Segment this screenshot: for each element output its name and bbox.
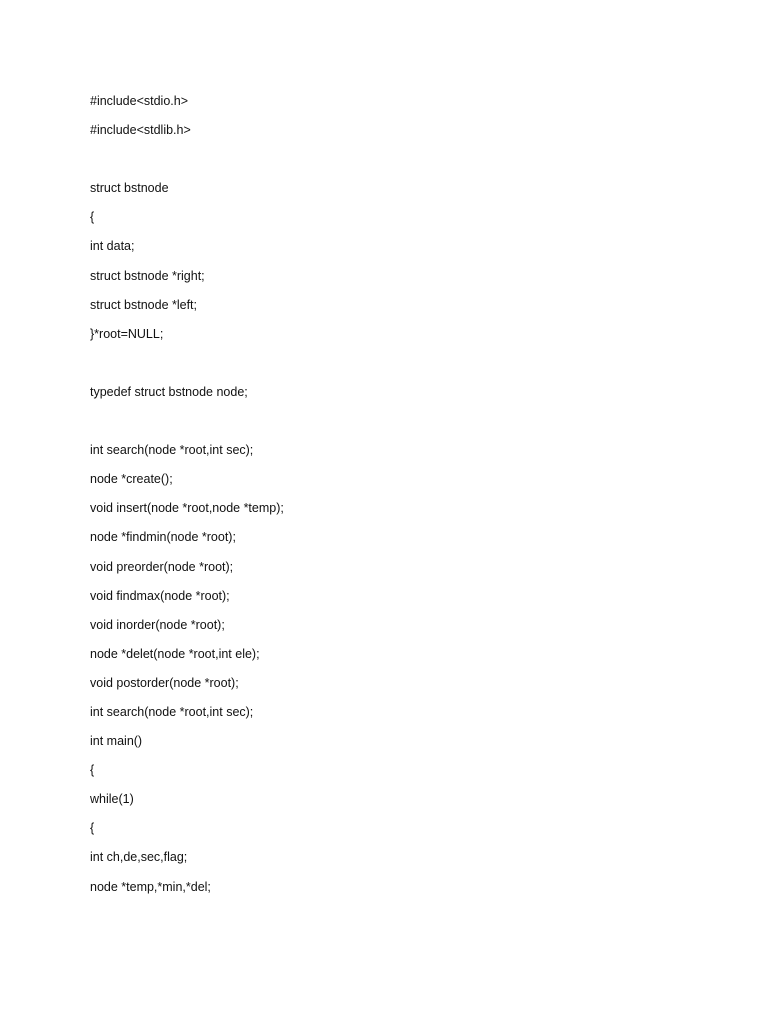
code-line: node *temp,*min,*del; bbox=[90, 879, 211, 894]
code-line: { bbox=[90, 210, 95, 225]
code-line: void postorder(node *root); bbox=[90, 675, 239, 690]
code-line: struct bstnode *right; bbox=[90, 268, 205, 283]
code-line: struct bstnode bbox=[90, 181, 169, 196]
code-line: struct bstnode *left; bbox=[90, 297, 198, 312]
blank-line bbox=[90, 148, 284, 177]
code-line: node *create(); bbox=[90, 472, 173, 487]
blank-line bbox=[90, 352, 284, 381]
code-line: int ch,de,sec,flag; bbox=[90, 850, 188, 865]
code-line: node *findmin(node *root); bbox=[90, 530, 236, 545]
code-line: { bbox=[90, 763, 95, 778]
code-line: #include<stdio.h> bbox=[90, 94, 188, 108]
code-line: void findmax(node *root); bbox=[90, 588, 230, 603]
code-line: while(1) bbox=[90, 792, 134, 807]
blank-line bbox=[90, 410, 284, 439]
code-line: void insert(node *root,node *temp); bbox=[90, 501, 284, 516]
code-line: #include<stdlib.h> bbox=[90, 123, 191, 138]
code-line: int search(node *root,int sec); bbox=[90, 443, 254, 458]
code-line: void preorder(node *root); bbox=[90, 559, 234, 574]
code-line: int main() bbox=[90, 734, 143, 749]
code-line: int data; bbox=[90, 239, 135, 254]
code-line: node *delet(node *root,int ele); bbox=[90, 646, 260, 661]
code-line: int search(node *root,int sec); bbox=[90, 704, 254, 719]
code-listing bbox=[90, 90, 284, 905]
code-line: typedef struct bstnode node; bbox=[90, 384, 248, 399]
code-line: }*root=NULL; bbox=[90, 326, 164, 341]
code-line: { bbox=[90, 821, 95, 836]
code-line: void inorder(node *root); bbox=[90, 617, 225, 632]
